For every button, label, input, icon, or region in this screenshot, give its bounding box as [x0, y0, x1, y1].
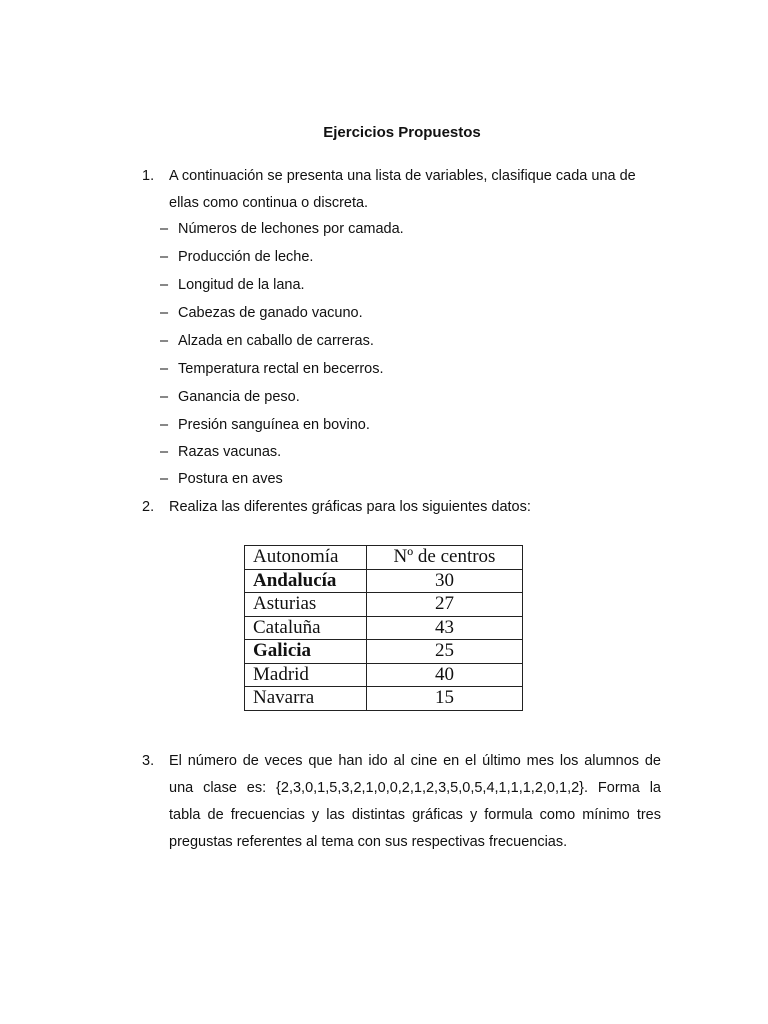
list-item-text: Postura en aves: [178, 471, 283, 487]
list-item-text: Longitud de la lana.: [178, 277, 305, 293]
table-cell-value: 30: [367, 569, 523, 593]
list-item: [160, 333, 374, 353]
table-cell-name: Madrid: [245, 663, 367, 687]
list-item: [160, 277, 305, 297]
table-cell-name: Galicia: [245, 640, 367, 664]
dash-marker: –: [160, 277, 169, 293]
list-item: [160, 389, 300, 409]
table-header-row: [245, 546, 523, 570]
list-item-text: Producción de leche.: [178, 249, 314, 265]
table-cell-value: 40: [367, 663, 523, 687]
list-item-text: Presión sanguínea en bovino.: [178, 417, 370, 433]
list-item: [160, 305, 363, 325]
dash-marker: –: [160, 361, 169, 377]
question-3-text: El número de veces que han ido al cine en el último mes los alumnos de una clase es: {2,3,0,1,5,3,2,1,0,0,2,1,2,3,5,0,5,4,1,1,1,2,0,1,2}. Forma la tabla de frecuencias y las distintas gráficas y formula como mínimo tres pregustas referentes al tema con sus respectivas frecuencias.: [169, 753, 661, 850]
list-item: [160, 444, 281, 464]
dash-marker: –: [160, 389, 169, 405]
table-header-autonomia: Autonomía: [245, 546, 367, 570]
table-cell-value: 27: [367, 593, 523, 617]
question-2-text: Realiza las diferentes gráficas para los siguientes datos:: [169, 499, 531, 515]
table-row: [245, 616, 523, 640]
table-row: [245, 687, 523, 711]
table-cell-name: Navarra: [245, 687, 367, 711]
list-item: [160, 417, 370, 437]
table-cell-value: 43: [367, 616, 523, 640]
list-item: [160, 221, 404, 241]
table-cell-value: 15: [367, 687, 523, 711]
list-item-text: Cabezas de ganado vacuno.: [178, 305, 363, 321]
dash-marker: –: [160, 417, 169, 433]
question-1-number: 1.: [142, 168, 155, 184]
question-3-number: 3.: [142, 753, 155, 769]
dash-marker: –: [160, 333, 169, 349]
list-item-text: Alzada en caballo de carreras.: [178, 333, 374, 349]
page-title: Ejercicios Propuestos: [323, 124, 481, 141]
table-cell-name: Cataluña: [245, 616, 367, 640]
dash-marker: –: [160, 249, 169, 265]
table-cell-name: Andalucía: [245, 569, 367, 593]
list-item: [160, 361, 384, 381]
dash-marker: –: [160, 444, 169, 460]
table-row: [245, 663, 523, 687]
table-cell-value: 25: [367, 640, 523, 664]
table-row: [245, 593, 523, 617]
dash-marker: –: [160, 221, 169, 237]
question-2-number: 2.: [142, 499, 155, 515]
dash-marker: –: [160, 305, 169, 321]
list-item-text: Números de lechones por camada.: [178, 221, 404, 237]
question-1-text: A continuación se presenta una lista de variables, clasifique cada una de ellas como continua o discreta.: [169, 168, 636, 211]
table-cell-name: Asturias: [245, 593, 367, 617]
table-header-centros: Nº de centros: [367, 546, 523, 570]
table-row: [245, 569, 523, 593]
list-item-text: Temperatura rectal en becerros.: [178, 361, 384, 377]
list-item-text: Razas vacunas.: [178, 444, 282, 460]
table-row: [245, 640, 523, 664]
dash-marker: –: [160, 471, 169, 487]
list-item: [160, 471, 283, 491]
list-item: [160, 249, 313, 269]
data-table: [244, 545, 523, 711]
list-item-text: Ganancia de peso.: [178, 389, 300, 405]
